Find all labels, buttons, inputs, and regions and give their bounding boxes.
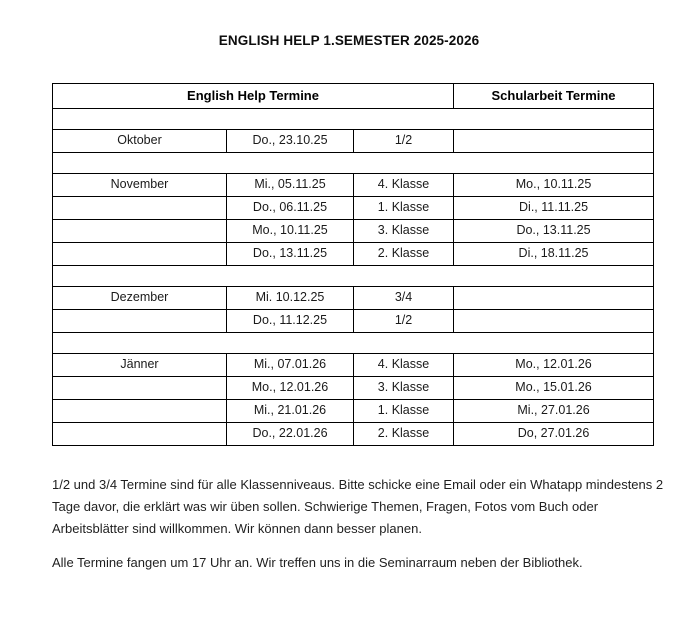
cell-klasse: 1/2 xyxy=(354,310,454,333)
header-schularbeit: Schularbeit Termine xyxy=(454,84,654,109)
cell-klasse: 2. Klasse xyxy=(354,423,454,446)
cell-schularbeit: Mo., 15.01.26 xyxy=(454,377,654,400)
cell-schularbeit: Do., 13.11.25 xyxy=(454,220,654,243)
cell-month xyxy=(53,423,227,446)
cell-date: Do., 23.10.25 xyxy=(227,130,354,153)
cell-month xyxy=(53,243,227,266)
spacer-cell xyxy=(53,333,654,354)
cell-date: Mo., 12.01.26 xyxy=(227,377,354,400)
page-title: ENGLISH HELP 1.SEMESTER 2025-2026 xyxy=(218,33,480,48)
table-row xyxy=(53,220,654,243)
table-row xyxy=(53,243,654,266)
table-spacer-row xyxy=(53,333,654,354)
cell-date: Mi., 21.01.26 xyxy=(227,400,354,423)
cell-schularbeit: Do, 27.01.26 xyxy=(454,423,654,446)
cell-klasse: 3. Klasse xyxy=(354,377,454,400)
cell-klasse: 4. Klasse xyxy=(354,174,454,197)
cell-month xyxy=(53,400,227,423)
cell-month: Oktober xyxy=(53,130,227,153)
cell-schularbeit: Di., 18.11.25 xyxy=(454,243,654,266)
table-row xyxy=(53,197,654,220)
table-spacer-row xyxy=(53,266,654,287)
cell-klasse: 1. Klasse xyxy=(354,400,454,423)
table-row xyxy=(53,423,654,446)
cell-date: Mi., 07.01.26 xyxy=(227,354,354,377)
table-row xyxy=(53,310,654,333)
cell-date: Do., 22.01.26 xyxy=(227,423,354,446)
cell-klasse: 1/2 xyxy=(354,130,454,153)
table-row xyxy=(53,354,654,377)
cell-month xyxy=(53,220,227,243)
cell-schularbeit: Mi., 27.01.26 xyxy=(454,400,654,423)
schedule-table xyxy=(52,83,654,446)
cell-klasse: 4. Klasse xyxy=(354,354,454,377)
spacer-cell xyxy=(53,266,654,287)
cell-schularbeit xyxy=(454,130,654,153)
notes-paragraph-time-location: Alle Termine fangen um 17 Uhr an. Wir treffen uns in die Seminarraum neben der Bibliothek. xyxy=(52,555,583,570)
header-english-help: English Help Termine xyxy=(53,84,454,109)
spacer-cell xyxy=(53,153,654,174)
cell-month xyxy=(53,310,227,333)
spacer-cell xyxy=(53,109,654,130)
cell-date: Do., 13.11.25 xyxy=(227,243,354,266)
cell-month: November xyxy=(53,174,227,197)
cell-month xyxy=(53,377,227,400)
cell-month: Dezember xyxy=(53,287,227,310)
table-spacer-row xyxy=(53,153,654,174)
cell-month xyxy=(53,197,227,220)
cell-date: Mo., 10.11.25 xyxy=(227,220,354,243)
cell-date: Do., 11.12.25 xyxy=(227,310,354,333)
notes-paragraph-general: 1/2 und 3/4 Termine sind für alle Klassenniveaus. Bitte schicke eine Email oder ein Whatapp mindestens 2 Tage davor, die erklärt was wir üben sollen. Schwierige Themen, Fragen, Fotos vom Buch oder Arbeitsblätter sind willkommen. Wir können dann besser planen. xyxy=(52,477,664,536)
cell-schularbeit xyxy=(454,310,654,333)
cell-klasse: 3/4 xyxy=(354,287,454,310)
cell-klasse: 1. Klasse xyxy=(354,197,454,220)
cell-schularbeit: Di., 11.11.25 xyxy=(454,197,654,220)
cell-schularbeit xyxy=(454,287,654,310)
cell-schularbeit: Mo., 10.11.25 xyxy=(454,174,654,197)
table-row xyxy=(53,287,654,310)
cell-month: Jänner xyxy=(53,354,227,377)
table-header-row xyxy=(53,84,654,109)
cell-klasse: 3. Klasse xyxy=(354,220,454,243)
table-row xyxy=(53,400,654,423)
cell-date: Do., 06.11.25 xyxy=(227,197,354,220)
cell-date: Mi., 05.11.25 xyxy=(227,174,354,197)
cell-schularbeit: Mo., 12.01.26 xyxy=(454,354,654,377)
table-spacer-row xyxy=(53,109,654,130)
table-row xyxy=(53,174,654,197)
schedule-table-body xyxy=(53,84,654,446)
table-row xyxy=(53,377,654,400)
cell-klasse: 2. Klasse xyxy=(354,243,454,266)
table-row xyxy=(53,130,654,153)
cell-date: Mi. 10.12.25 xyxy=(227,287,354,310)
